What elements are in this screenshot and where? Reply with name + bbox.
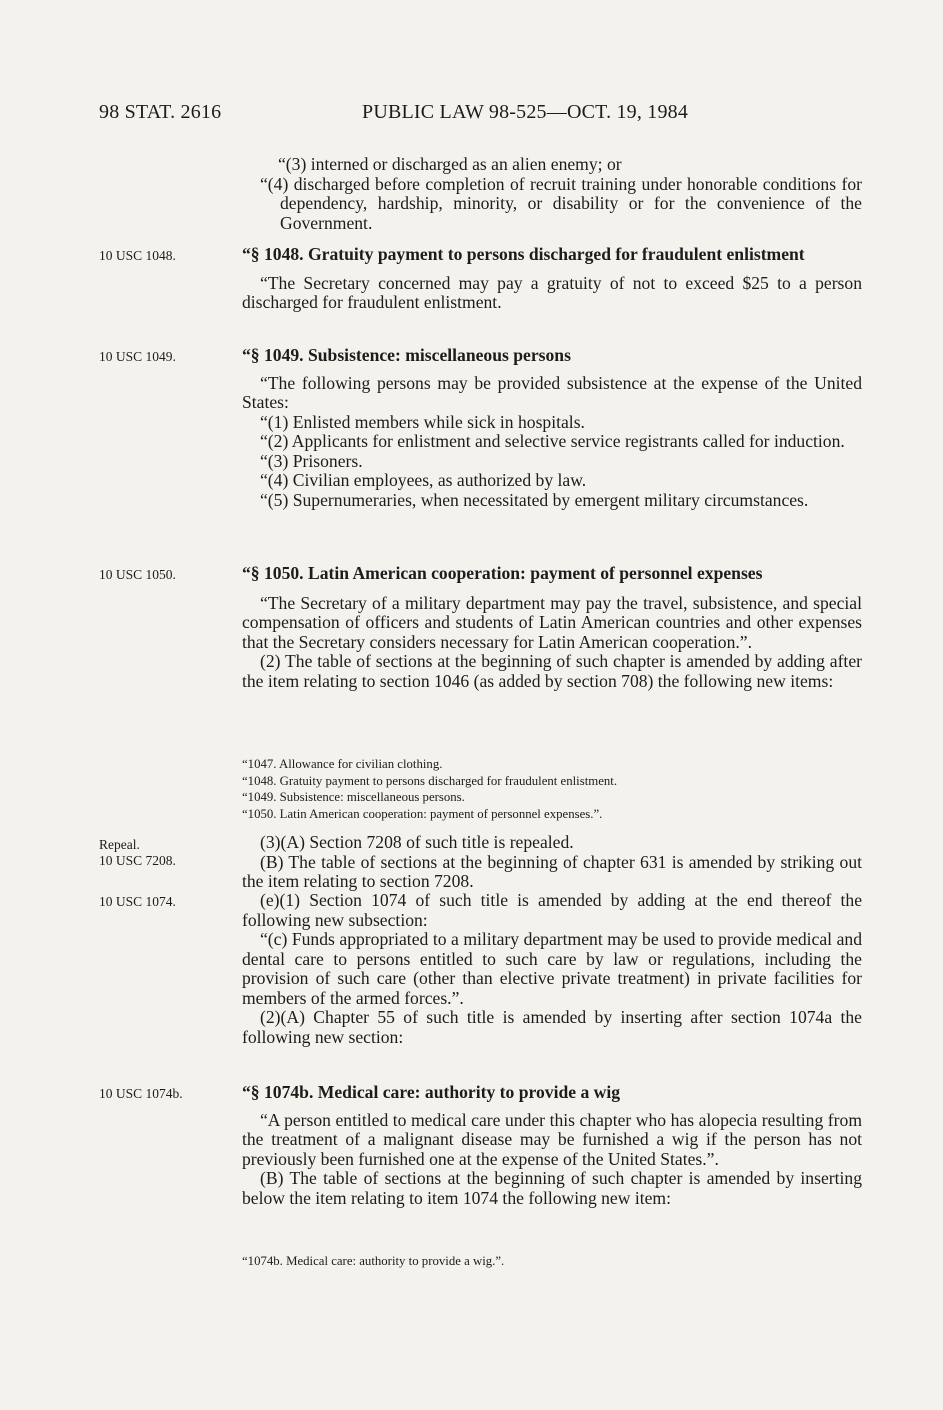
list-item: “(3) interned or discharged as an alien enemy; or: [278, 154, 622, 174]
section-text: “A person entitled to medical care under this chapter who has alopecia resulting from the treatment of a malignant disease may be furnished a wig if the person has not previously been furnished one at the expense of the United States.”.: [242, 1109, 862, 1169]
repeal-text: (3)(A) Section 7208 of such title is repealed.: [260, 832, 574, 852]
amendment-text: (B) The table of sections at the beginning of chapter 631 is amended by striking out the item relating to section 7208.: [242, 851, 862, 891]
list-item: “(5) Supernumeraries, when necessitated by emergent military circumstances.: [260, 489, 809, 510]
section-intro: “The following persons may be provided subsistence at the expense of the United States:: [242, 372, 862, 412]
section-1048: [242, 245, 862, 313]
margin-note-1074b: 10 USC 1074b.: [99, 1086, 183, 1101]
list-item: “(4) discharged before completion of recruit training under honorable conditions for dependency, hardship, minority, or disability or for the convenience of the Government.: [260, 173, 862, 233]
section-heading: “§ 1048. Gratuity payment to persons discharged for fraudulent enlistment: [242, 244, 805, 264]
section-heading: “§ 1050. Latin American cooperation: payment of personnel expenses: [242, 563, 763, 583]
table-item-1074b: “1074b. Medical care: authority to provide a wig.”.: [242, 1254, 505, 1268]
margin-note-7208: 10 USC 7208.: [99, 853, 176, 868]
page-reference: 98 STAT. 2616: [99, 101, 222, 123]
amendment-text: (2) The table of sections at the beginning of such chapter is amended by adding after the item relating to section 1046 (as added by section 708) the following new items:: [242, 651, 862, 691]
margin-note-1050: 10 USC 1050.: [99, 567, 176, 582]
section-1074-amendment: [242, 891, 862, 1047]
repeal-block: [242, 833, 862, 892]
table-of-sections: [242, 756, 862, 822]
amendment-text: (e)(1) Section 1074 of such title is amended by adding at the end thereof the following new subsection:: [242, 890, 862, 930]
margin-note-1049: 10 USC 1049.: [99, 349, 176, 364]
continued-list: [242, 155, 862, 233]
amendment-text: (B) The table of sections at the beginning of such chapter is amended by inserting below the item relating to item 1074 the following new item:: [242, 1168, 862, 1208]
margin-note-repeal: Repeal.: [99, 837, 140, 852]
section-1049: [242, 346, 862, 510]
table-item: “1047. Allowance for civilian clothing.: [242, 757, 443, 771]
section-1050: [242, 564, 862, 691]
section-1074b: [242, 1083, 862, 1208]
section-heading: “§ 1074b. Medical care: authority to provide a wig: [242, 1082, 621, 1102]
list-item: “(3) Prisoners.: [260, 450, 363, 471]
list-item: “(1) Enlisted members while sick in hospitals.: [260, 411, 585, 432]
section-text: “The Secretary of a military department may pay the travel, subsistence, and special compensation of officers and students of Latin American countries and other expenses that the Secretary considers necessary for Latin American cooperation.”.: [242, 592, 862, 652]
section-heading: “§ 1049. Subsistence: miscellaneous persons: [242, 345, 571, 365]
list-item: “(2) Applicants for enlistment and selective service registrants called for induction.: [260, 431, 845, 451]
list-item: “(4) Civilian employees, as authorized by law.: [260, 470, 587, 490]
page-title: PUBLIC LAW 98-525—OCT. 19, 1984: [362, 101, 689, 123]
margin-note-1074: 10 USC 1074.: [99, 894, 176, 909]
table-item: “1049. Subsistence: miscellaneous persons.: [242, 790, 465, 804]
amendment-text: (2)(A) Chapter 55 of such title is amended by inserting after section 1074a the following new section:: [242, 1007, 862, 1047]
margin-note-1048: 10 USC 1048.: [99, 248, 176, 263]
table-item: “1050. Latin American cooperation: payment of personnel expenses.”.: [242, 806, 603, 821]
table-item: “1048. Gratuity payment to persons discharged for fraudulent enlistment.: [242, 773, 618, 788]
section-text: “The Secretary concerned may pay a gratuity of not to exceed $25 to a person discharged for fraudulent enlistment.: [242, 272, 862, 312]
subsection-text: “(c) Funds appropriated to a military department may be used to provide medical and dental care to persons entitled to such care by law or regulations, including the provision of such care (other than elective private treatment) in private facilities for members of the armed forces.”.: [242, 929, 862, 1008]
